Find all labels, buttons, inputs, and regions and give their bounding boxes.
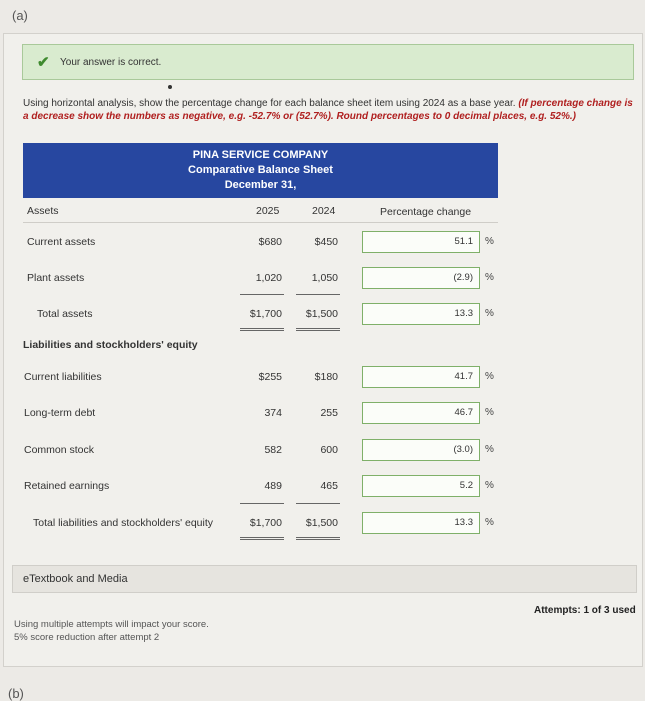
attempts-counter: Attempts: 1 of 3 used [534,605,636,616]
value-2024: $1,500 [305,308,338,320]
percentage-input[interactable]: 51.1 [362,231,480,253]
score-note [14,618,209,644]
underline [296,503,340,504]
row-label: Long-term debt [24,407,96,419]
percent-sign: % [485,308,494,319]
percentage-input[interactable]: 46.7 [362,402,480,424]
percentage-input[interactable]: 13.3 [362,303,480,325]
percentage-input[interactable]: (3.0) [362,439,480,461]
value-2025: 489 [264,480,282,492]
etextbook-link[interactable] [12,565,637,593]
underline [296,294,340,295]
score-note-line2: 5% score reduction after attempt 2 [14,632,160,643]
feedback-banner [22,44,634,80]
row-label: Plant assets [27,272,85,284]
row-label: Current assets [27,236,96,248]
assets-heading: Assets [27,205,59,217]
value-2025: 1,020 [255,272,282,284]
value-2025: 582 [264,444,282,456]
row-label: Current liabilities [24,371,102,383]
value-2024: 465 [320,480,338,492]
statement-header [23,143,498,198]
etextbook-label: eTextbook and Media [23,573,128,585]
company-name: PINA SERVICE COMPANY [192,149,329,161]
instructions-note: (If percentage change is a decrease show the numbers as negative, e.g. -52.7% or (52.7%). Round percentages to 0 decimal places, e.g. 52%.) [23,98,633,122]
part-b-label: (b) [8,686,24,701]
double-underline [296,328,340,331]
percentage-input[interactable]: 13.3 [362,512,480,534]
underline [240,503,284,504]
value-2025: $1,700 [249,517,282,529]
row-label: Total assets [37,308,93,320]
value-2025: $680 [258,236,282,248]
value-2025: $1,700 [249,308,282,320]
row-label: Retained earnings [24,480,110,492]
row-label: Total liabilities and stockholders' equity [33,517,214,529]
value-2024: $450 [314,236,338,248]
percentage-input[interactable]: (2.9) [362,267,480,289]
liabilities-heading: Liabilities and stockholders' equity [23,339,198,351]
percent-sign: % [485,444,494,455]
feedback-text: Your answer is correct. [60,57,162,68]
value-2024: 255 [320,407,338,419]
mouse-cursor-icon [168,85,172,89]
statement-date: December 31, [224,179,297,191]
statement-title: Comparative Balance Sheet [188,164,333,176]
percent-sign: % [485,272,494,283]
value-2025: $255 [258,371,282,383]
double-underline [296,537,340,540]
percent-sign: % [485,371,494,382]
value-2024: $1,500 [305,517,338,529]
underline [240,294,284,295]
instructions [23,97,635,123]
value-2024: 1,050 [311,272,338,284]
score-note-line1: Using multiple attempts will impact your score. [14,619,209,630]
value-2025: 374 [264,407,282,419]
column-percentage-change: Percentage change [380,206,472,218]
percent-sign: % [485,480,494,491]
value-2024: 600 [320,444,338,456]
percent-sign: % [485,407,494,418]
header-separator [23,222,498,223]
column-2025: 2025 [256,205,280,217]
row-label: Common stock [24,444,95,456]
percent-sign: % [485,517,494,528]
double-underline [240,328,284,331]
percentage-input[interactable]: 5.2 [362,475,480,497]
percentage-input[interactable]: 41.7 [362,366,480,388]
part-a-label: (a) [12,8,28,23]
checkmark-icon: ✔ [37,54,50,71]
value-2024: $180 [314,371,338,383]
instructions-main: Using horizontal analysis, show the percentage change for each balance sheet item using 2024 as a base year. [23,98,516,109]
column-2024: 2024 [312,205,336,217]
double-underline [240,537,284,540]
percent-sign: % [485,236,494,247]
